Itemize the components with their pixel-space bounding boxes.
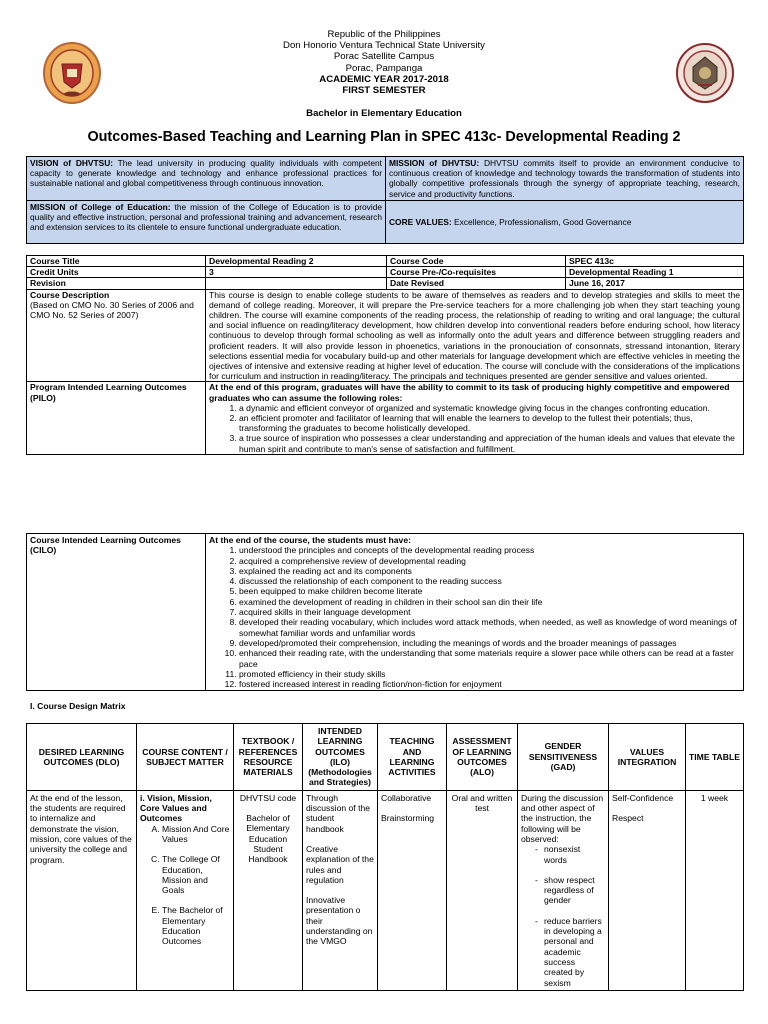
list-spacer [535,906,605,916]
core-values-cell [386,200,744,243]
list-item: 9. developed/promoted their comprehension, including the meanings of words and the broader meanings of passages [239,638,740,648]
matrix-header-row [27,724,744,791]
list-item: - show respect regardless of gender [535,875,605,906]
pilo-label: Program Intended Learning Outcomes (PILO) [30,382,187,403]
cilo-list [209,545,740,689]
vision-cell [27,157,386,201]
revision-value [206,278,387,289]
header-university: Don Honorio Ventura Technical State University [283,40,485,52]
time-cell: 1 week [686,790,744,990]
ilo-cell [303,790,378,990]
coe-mission-label: MISSION of College of Education: [30,201,171,212]
reference-item: DHVTSU code [239,792,297,803]
vision-text: The lead university in producing quality individuals with competent capacity to generate knowledge and technology and enhance professional practices for sustainable national and global competitiveness through continuous innovation. [30,158,383,189]
values-item: Self-Confidence [612,792,674,803]
list-item: A. Mission And Core Values [162,824,230,845]
course-description-basis: (Based on CMO No. 30 Series of 2006 and CMO No. 52 Series of 2007) [30,299,194,321]
course-title-label: Course Title [27,256,206,267]
course-code-label: Course Code [387,256,566,267]
header-alo: ASSESSMENT OF LEARNING OUTCOMES (ALO) [447,724,518,791]
course-info-table [26,255,744,455]
course-description-text: This course is design to enable college students to be aware of themselves as readers and to develop strategies and skills to meet the demand of college reading. Moreover, it will prepare the Pre-service teachers for a more challenging job when they start teaching young children. The course will examine components of the reading process, the relationship of reading to writing and oral language; the cultural and social influence on reading/literacy development, how children develop into conventional readers before enduring school, how literacy continuous to develop through formal schooling as well as informally onto the adult years and difference between struggling readers and proficient readers. It will also provide lesson in phoenetics, variations in the pronouciation of consonnats, stressand intonantion, literary selections essential media for vocabulary build-up and other materials for language development which are effective vehicles in meeting the ojectives of intensive and extensive reading at higher level of education. The course will conclude with the considerations of the implications for curriculum and instruction in reading/literacy. The principals and techniques presented are gender sensitive and values oriented. [206,289,744,382]
alo-cell: Oral and written test [447,790,518,990]
reference-item: Bachelor of Elementary Education Student Handbook [246,813,290,865]
course-design-matrix [26,723,744,991]
gad-cell [518,790,609,990]
header-dlo: DESIRED LEARNING OUTCOMES (DLO) [27,724,137,791]
course-description-label-cell [27,289,206,382]
list-spacer [162,844,230,854]
cilo-label: Course Intended Learning Outcomes (CILO) [30,535,181,556]
list-item: 2. an efficient promoter and facilitator of learning that will enable the learners to develop to the fullest their potentials; thus, transforming the graduates to become holistically developed. [239,413,740,433]
date-revised-label: Date Revised [387,278,566,289]
list-item: 8. developed their reading vocabulary, which includes word attack methods, when needed, as well as knowledge of word meanings of somewhat familiar words and unfamiliar words [239,617,740,638]
list-item: 3. a true source of inspiration who possesses a clear understanding and appreciation of the human ideals and values that elevate the human spirit and contribute to man's sense of satisfaction and fulfillment. [239,433,740,453]
pilo-label-cell [27,382,206,454]
page-title: Outcomes-Based Teaching and Learning Plan in SPEC 413c- Developmental Reading 2 [87,129,681,145]
list-item: 4. discussed the relationship of each component to the reading success [239,576,740,586]
header-content: COURSE CONTENT / SUBJECT MATTER [137,724,234,791]
prereq-label: Course Pre-/Co-requisites [387,267,566,278]
list-spacer [162,895,230,905]
list-item: E. The Bachelor of Elementary Education Outcomes [162,905,230,946]
list-spacer [535,865,605,875]
values-cell [609,790,686,990]
header-references: TEXTBOOK / REFERENCES RESOURCE MATERIALS [234,724,303,791]
tla-item: Brainstorming [381,813,435,824]
coe-mission-cell [27,200,386,243]
list-item: 1. a dynamic and efficient conveyor of organized and systematic knowledge giving focus in the changes confronting education. [239,403,740,413]
list-item: 12. fostered increased interest in reading fiction/non-fiction for enjoyment [239,679,740,689]
list-item: C. The College Of Education, Mission and Goals [162,854,230,895]
header-values: VALUES INTEGRATION [609,724,686,791]
list-item: 5. been equipped to make children become literate [239,586,740,596]
core-values-text: Excellence, Professionalism, Good Governance [451,216,632,227]
content-list [140,824,230,947]
credit-units-label: Credit Units [27,267,206,278]
tla-cell [378,790,447,990]
cilo-content [206,534,744,691]
mission-label: MISSION of DHVTSU: [389,158,480,168]
cilo-label-cell [27,534,206,691]
credit-units-value: 3 [206,267,387,278]
ilo-item: Innovative presentation o their understanding on the VMGO [306,895,373,947]
ilo-item: Through discussion of the student handbook [306,792,371,834]
header-tla: TEACHING AND LEARNING ACTIVITIES [378,724,447,791]
core-values-label: CORE VALUES: [389,216,452,227]
course-description-label: Course Description [30,289,110,300]
course-title-value: Developmental Reading 2 [206,256,387,267]
header-academic-year: ACADEMIC YEAR 2017-2018 [319,73,449,85]
list-item: - reduce barriers in developing a personal and academic success created by sexism [535,916,605,988]
table-row [27,790,744,990]
mission-cell [386,157,744,201]
list-item: - nonsexist words [535,844,605,865]
references-cell [234,790,303,990]
pilo-intro: At the end of this program, graduates will have the ability to commit to its task of producing highly competitive and empowered graduates who can assume the following roles: [209,382,730,403]
pilo-list [209,403,740,454]
header-campus: Porac Satellite Campus [333,51,435,63]
prereq-value: Developmental Reading 1 [566,267,744,278]
header-time: TIME TABLE [686,724,744,791]
cilo-intro: At the end of the course, the students must have: [209,535,411,545]
cilo-table [26,533,744,691]
list-item: 11. promoted efficiency in their study skills [239,669,740,679]
list-item: 2. acquired a comprehensive review of developmental reading [239,556,740,566]
list-item: 7. acquired skills in their language development [239,607,740,617]
content-title: i. Vision, Mission, Core Values and Outcomes [140,792,212,824]
list-item: 1. understood the principles and concepts of the developmental reading process [239,545,740,555]
revision-label: Revision [27,278,206,289]
dlo-cell: At the end of the lesson, the students are required to internalize and demonstrate the vision, mission, core values of the university the college and program. [27,790,137,990]
content-cell [137,790,234,990]
header-location: Porac, Pampanga [345,62,423,74]
tla-item: Collaborative [381,792,432,803]
list-item: 6. examined the development of reading in children in their school san din their life [239,597,740,607]
document-header [0,29,768,96]
coe-mission-text: the mission of the College of Education is to provide quality and effective instruction, personal and professional training and advancement, research and extension services to its clientele to ensure functional undergraduate education. [30,201,383,233]
vision-mission-table [26,156,744,244]
date-revised-value: June 16, 2017 [566,278,744,289]
ilo-item: Creative explanation of the rules and regulation [306,843,374,885]
gad-intro: During the discussion and other aspect of the instruction, the following will be observed: [521,792,604,844]
mission-text: DHVTSU commits itself to provide an environment conducive to continuous creation of knowledge and technology towards the transformation of students into globally competitive professionals through the synergy of appropriate teaching, research, service and productivity functions. [389,158,740,199]
header-ilo: INTENDED LEARNING OUTCOMES (ILO) (Methodologies and Strategies) [303,724,378,791]
vision-label: VISION of DHVTSU: [30,158,114,168]
gad-list [521,844,605,988]
header-semester: FIRST SEMESTER [342,85,426,97]
section-title: I. Course Design Matrix [30,701,126,711]
list-item: 3. explained the reading act and its components [239,566,740,576]
header-gad: GENDER SENSITIVENESS (GAD) [518,724,609,791]
pilo-content [206,382,744,454]
values-item: Respect [612,813,644,824]
header-republic: Republic of the Philippines [327,29,441,40]
program-name: Bachelor in Elementary Education [306,108,462,119]
course-code-value: SPEC 413c [566,256,744,267]
list-item: 10. enhanced their reading rate, with the understanding that some materials require a slower pace while others can be read at a faster pace [239,648,740,669]
